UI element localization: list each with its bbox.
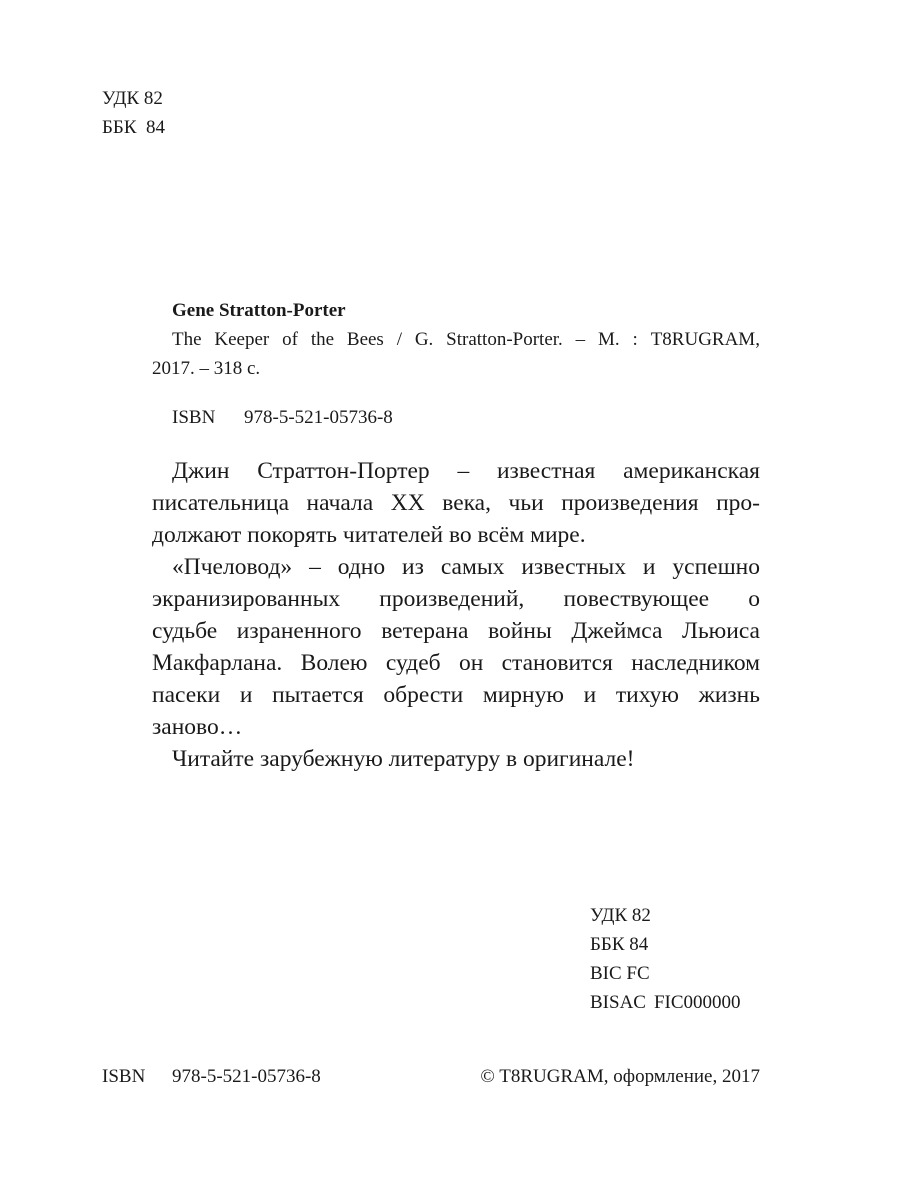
word: войны bbox=[488, 618, 552, 644]
book-title-line bbox=[172, 325, 760, 354]
word: про- bbox=[716, 490, 760, 516]
word: Джин bbox=[172, 458, 230, 484]
isbn-value: 978-5-521-05736-8 bbox=[244, 407, 393, 428]
bbk-code-bottom: ББК 84 bbox=[590, 934, 649, 955]
footer-isbn-value: 978-5-521-05736-8 bbox=[172, 1066, 321, 1087]
word: G. bbox=[414, 329, 434, 350]
text-line bbox=[152, 711, 760, 743]
word: : bbox=[632, 329, 638, 350]
word: Bees bbox=[346, 329, 384, 350]
text-line bbox=[152, 519, 760, 551]
footer-isbn bbox=[102, 1062, 321, 1091]
udk-code: УДК 82 bbox=[102, 88, 163, 109]
word: жизнь bbox=[698, 682, 760, 708]
word: Волею bbox=[300, 650, 368, 676]
word: наследником bbox=[631, 650, 760, 676]
word: известных bbox=[521, 554, 626, 580]
word: Макфарлана. bbox=[152, 650, 283, 676]
book-isbn bbox=[172, 403, 393, 432]
word: заново… bbox=[152, 714, 243, 740]
word: M. bbox=[598, 329, 620, 350]
word: становится bbox=[501, 650, 613, 676]
word: – bbox=[309, 554, 321, 580]
word: экранизированных bbox=[152, 586, 341, 612]
udk-code-bottom: УДК 82 bbox=[590, 905, 651, 926]
word: судьбе bbox=[152, 618, 218, 644]
word: Джеймса bbox=[571, 618, 663, 644]
bbk-code: ББК 84 bbox=[102, 117, 165, 138]
text-line bbox=[152, 551, 760, 583]
word: известная bbox=[496, 458, 596, 484]
word: мирную bbox=[482, 682, 564, 708]
word: обрести bbox=[383, 682, 464, 708]
word: повествующее bbox=[563, 586, 710, 612]
word: американская bbox=[623, 458, 760, 484]
word: одно bbox=[337, 554, 386, 580]
bisac-code bbox=[590, 988, 741, 1017]
word: «Пчеловод» bbox=[172, 554, 293, 580]
word: и bbox=[583, 682, 597, 708]
text-line bbox=[152, 455, 760, 487]
text-line bbox=[152, 487, 760, 519]
text-line bbox=[152, 615, 760, 647]
text-line bbox=[152, 583, 760, 615]
word: тихую bbox=[615, 682, 679, 708]
bisac-value: FIC000000 bbox=[653, 992, 741, 1013]
word: – bbox=[575, 329, 586, 350]
word: Keeper bbox=[214, 329, 270, 350]
word: пасеки bbox=[152, 682, 221, 708]
bisac-label: BISAC bbox=[590, 992, 646, 1013]
word: и bbox=[239, 682, 253, 708]
book-author: Gene Stratton-Porter bbox=[172, 300, 346, 321]
annotation-paragraph-3 bbox=[152, 743, 760, 775]
bottom-classification bbox=[590, 901, 741, 1017]
text-line bbox=[152, 647, 760, 679]
word: он bbox=[458, 650, 484, 676]
word: судеб bbox=[385, 650, 441, 676]
annotation-paragraph-2 bbox=[152, 551, 760, 743]
annotation bbox=[152, 455, 760, 775]
word: успешно bbox=[672, 554, 760, 580]
word: Страттон-Портер bbox=[257, 458, 430, 484]
word: и bbox=[642, 554, 656, 580]
word: The bbox=[172, 329, 202, 350]
annotation-closing-line: Читайте зарубежную литературу в оригинале! bbox=[172, 746, 635, 772]
word: израненного bbox=[236, 618, 362, 644]
word: самых bbox=[440, 554, 505, 580]
word: чьи bbox=[508, 490, 544, 516]
word: / bbox=[396, 329, 402, 350]
word: начала bbox=[306, 490, 374, 516]
word: из bbox=[402, 554, 424, 580]
word: the bbox=[310, 329, 335, 350]
word: ветерана bbox=[381, 618, 469, 644]
word: of bbox=[282, 329, 298, 350]
copyright-notice: © T8RUGRAM, оформление, 2017 bbox=[480, 1066, 760, 1087]
word: T8RUGRAM, bbox=[650, 329, 760, 350]
word: – bbox=[457, 458, 470, 484]
word: произведений, bbox=[379, 586, 525, 612]
text-line bbox=[152, 679, 760, 711]
word: Льюиса bbox=[682, 618, 760, 644]
word: века, bbox=[442, 490, 491, 516]
word: произведения bbox=[561, 490, 699, 516]
word: XX bbox=[390, 490, 425, 516]
book-publication-line: 2017. – 318 с. bbox=[152, 358, 261, 379]
word: должают покорять читателей во всём мире. bbox=[152, 522, 586, 548]
footer-isbn-label: ISBN bbox=[102, 1066, 146, 1087]
word: о bbox=[748, 586, 760, 612]
word: писательница bbox=[152, 490, 289, 516]
word: Stratton-Porter. bbox=[446, 329, 563, 350]
word: пытается bbox=[272, 682, 364, 708]
bic-code: BIC FC bbox=[590, 963, 650, 984]
top-classification bbox=[102, 84, 165, 142]
annotation-paragraph-1 bbox=[152, 455, 760, 551]
isbn-label: ISBN bbox=[172, 407, 216, 428]
